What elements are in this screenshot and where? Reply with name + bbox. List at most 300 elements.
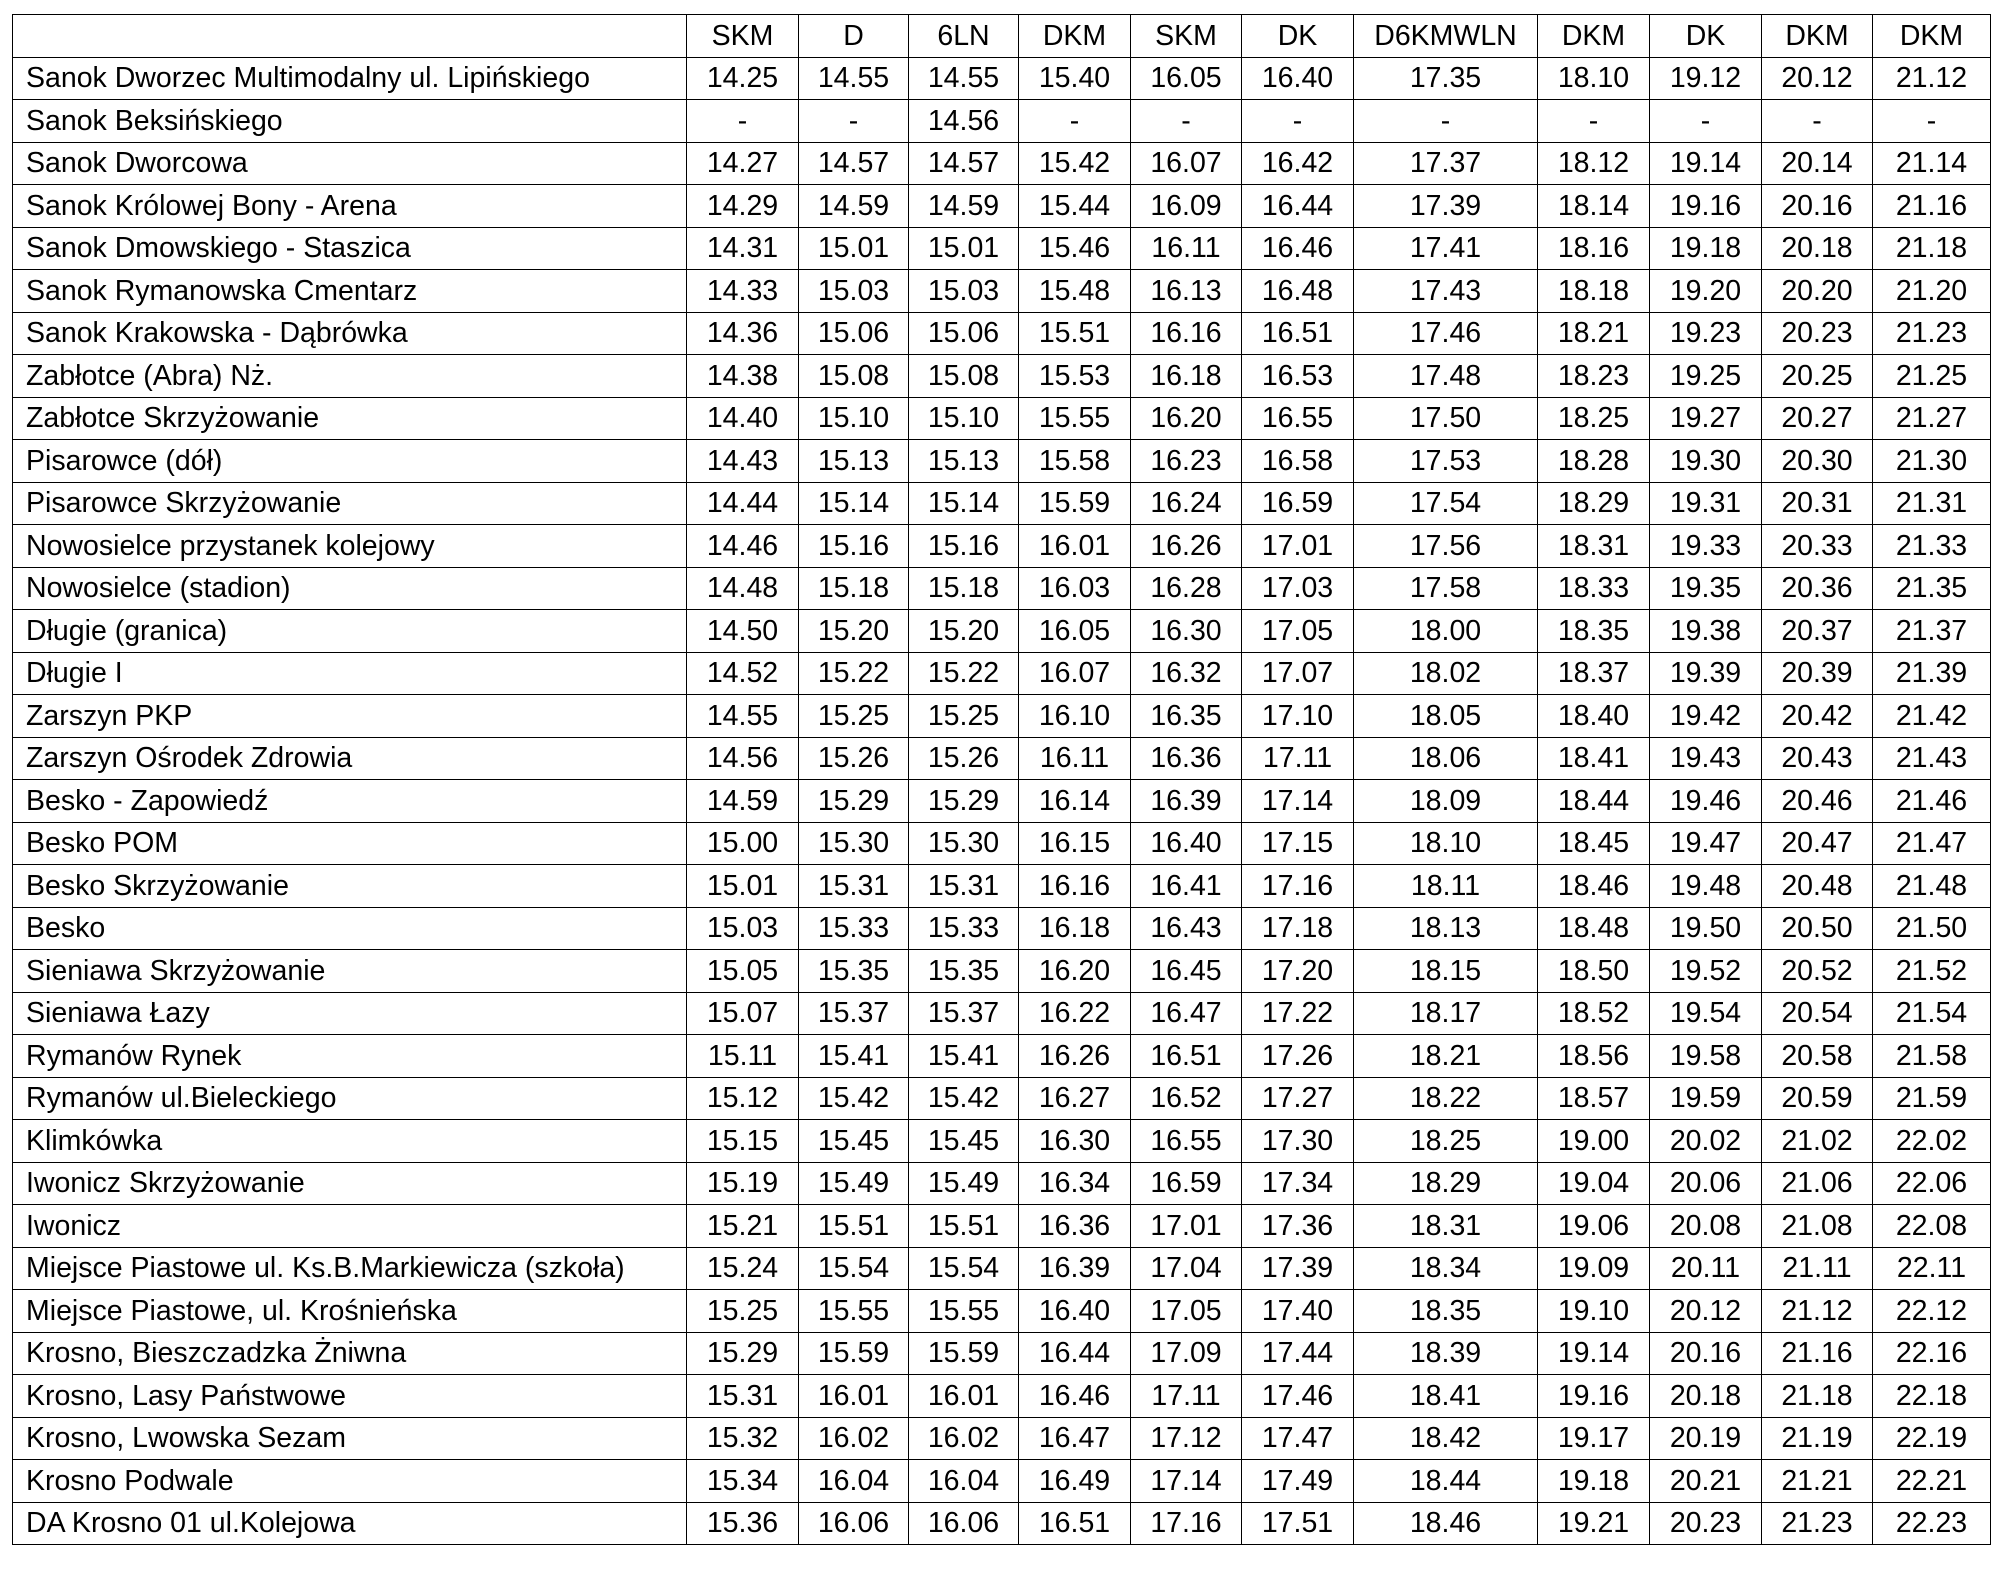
departure-time-cell: 18.37 <box>1538 652 1650 695</box>
stop-name-cell: Besko POM <box>13 822 687 865</box>
departure-time-cell: 16.28 <box>1131 567 1242 610</box>
departure-time-cell: 18.21 <box>1538 312 1650 355</box>
departure-time-cell: 20.48 <box>1762 865 1873 908</box>
departure-time-cell: 17.46 <box>1242 1375 1354 1418</box>
departure-time-cell: 19.31 <box>1650 482 1762 525</box>
departure-time-cell: 21.14 <box>1873 142 1991 185</box>
departure-time-cell: 15.20 <box>909 610 1019 653</box>
departure-time-cell: 15.29 <box>909 780 1019 823</box>
departure-time-cell: 18.09 <box>1354 780 1538 823</box>
departure-time-cell: 18.44 <box>1538 780 1650 823</box>
departure-time-cell: 15.31 <box>909 865 1019 908</box>
departure-time-cell: 20.52 <box>1762 950 1873 993</box>
departure-time-cell: 16.44 <box>1242 185 1354 228</box>
departure-time-cell: 14.56 <box>909 100 1019 143</box>
departure-time-cell: 17.10 <box>1242 695 1354 738</box>
departure-time-cell: 18.10 <box>1354 822 1538 865</box>
departure-time-cell: 20.54 <box>1762 992 1873 1035</box>
departure-time-cell: 16.52 <box>1131 1077 1242 1120</box>
departure-time-cell: 18.06 <box>1354 737 1538 780</box>
departure-time-cell: 20.18 <box>1762 227 1873 270</box>
departure-time-cell: 21.23 <box>1873 312 1991 355</box>
line-column-header: DKM <box>1538 15 1650 58</box>
departure-time-cell: 15.01 <box>909 227 1019 270</box>
departure-time-cell: 20.11 <box>1650 1247 1762 1290</box>
departure-time-cell: 15.26 <box>909 737 1019 780</box>
departure-time-cell: 16.06 <box>799 1502 909 1545</box>
departure-time-cell: 18.15 <box>1354 950 1538 993</box>
stop-name-cell: Sanok Dmowskiego - Staszica <box>13 227 687 270</box>
departure-time-cell: 16.36 <box>1131 737 1242 780</box>
departure-time-cell: 15.01 <box>799 227 909 270</box>
departure-time-cell: 16.26 <box>1019 1035 1131 1078</box>
departure-time-cell: 21.30 <box>1873 440 1991 483</box>
departure-time-cell: 15.54 <box>909 1247 1019 1290</box>
departure-time-cell: 18.46 <box>1354 1502 1538 1545</box>
departure-time-cell: 15.59 <box>799 1332 909 1375</box>
departure-time-cell: 15.33 <box>909 907 1019 950</box>
departure-time-cell: 16.53 <box>1242 355 1354 398</box>
departure-time-cell: 19.58 <box>1650 1035 1762 1078</box>
departure-time-cell: - <box>1019 100 1131 143</box>
departure-time-cell: 15.10 <box>799 397 909 440</box>
departure-time-cell: 16.15 <box>1019 822 1131 865</box>
departure-time-cell: 17.35 <box>1354 57 1538 100</box>
departure-time-cell: 16.40 <box>1242 57 1354 100</box>
departure-time-cell: 16.11 <box>1131 227 1242 270</box>
departure-time-cell: 15.55 <box>799 1290 909 1333</box>
departure-time-cell: 14.38 <box>687 355 799 398</box>
departure-time-cell: 22.06 <box>1873 1162 1991 1205</box>
departure-time-cell: 17.16 <box>1242 865 1354 908</box>
line-column-header: DK <box>1650 15 1762 58</box>
departure-time-cell: 16.16 <box>1131 312 1242 355</box>
departure-time-cell: 20.27 <box>1762 397 1873 440</box>
departure-time-cell: - <box>687 100 799 143</box>
departure-time-cell: 16.13 <box>1131 270 1242 313</box>
timetable <box>12 14 1991 1545</box>
departure-time-cell: 15.51 <box>909 1205 1019 1248</box>
departure-time-cell: 22.08 <box>1873 1205 1991 1248</box>
table-row <box>13 907 1991 950</box>
departure-time-cell: 20.16 <box>1762 185 1873 228</box>
departure-time-cell: 16.26 <box>1131 525 1242 568</box>
line-column-header: SKM <box>687 15 799 58</box>
departure-time-cell: 19.33 <box>1650 525 1762 568</box>
departure-time-cell: 16.40 <box>1019 1290 1131 1333</box>
line-column-header: D6KMWLN <box>1354 15 1538 58</box>
departure-time-cell: 21.42 <box>1873 695 1991 738</box>
departure-time-cell: 17.16 <box>1131 1502 1242 1545</box>
stop-name-cell: Rymanów ul.Bieleckiego <box>13 1077 687 1120</box>
departure-time-cell: 17.39 <box>1242 1247 1354 1290</box>
table-row <box>13 1290 1991 1333</box>
departure-time-cell: 22.19 <box>1873 1417 1991 1460</box>
departure-time-cell: 15.08 <box>909 355 1019 398</box>
departure-time-cell: 14.59 <box>909 185 1019 228</box>
departure-time-cell: 17.12 <box>1131 1417 1242 1460</box>
departure-time-cell: 15.06 <box>909 312 1019 355</box>
departure-time-cell: 17.14 <box>1242 780 1354 823</box>
departure-time-cell: 16.09 <box>1131 185 1242 228</box>
departure-time-cell: 15.33 <box>799 907 909 950</box>
departure-time-cell: 18.16 <box>1538 227 1650 270</box>
departure-time-cell: 21.16 <box>1762 1332 1873 1375</box>
departure-time-cell: 15.29 <box>687 1332 799 1375</box>
departure-time-cell: 16.14 <box>1019 780 1131 823</box>
departure-time-cell: 15.37 <box>799 992 909 1035</box>
departure-time-cell: 21.25 <box>1873 355 1991 398</box>
table-row <box>13 397 1991 440</box>
departure-time-cell: 18.29 <box>1354 1162 1538 1205</box>
table-row <box>13 1417 1991 1460</box>
departure-time-cell: 19.20 <box>1650 270 1762 313</box>
departure-time-cell: 16.20 <box>1131 397 1242 440</box>
departure-time-cell: 19.12 <box>1650 57 1762 100</box>
departure-time-cell: 19.16 <box>1538 1375 1650 1418</box>
departure-time-cell: 19.27 <box>1650 397 1762 440</box>
departure-time-cell: 16.35 <box>1131 695 1242 738</box>
table-row <box>13 100 1991 143</box>
departure-time-cell: 20.39 <box>1762 652 1873 695</box>
table-row <box>13 142 1991 185</box>
stop-name-cell: Nowosielce (stadion) <box>13 567 687 610</box>
departure-time-cell: 17.07 <box>1242 652 1354 695</box>
table-row <box>13 1077 1991 1120</box>
departure-time-cell: 18.17 <box>1354 992 1538 1035</box>
line-column-header: DK <box>1242 15 1354 58</box>
departure-time-cell: 15.12 <box>687 1077 799 1120</box>
departure-time-cell: 14.46 <box>687 525 799 568</box>
departure-time-cell: 15.31 <box>799 865 909 908</box>
departure-time-cell: 19.04 <box>1538 1162 1650 1205</box>
departure-time-cell: 18.45 <box>1538 822 1650 865</box>
departure-time-cell: 17.36 <box>1242 1205 1354 1248</box>
departure-time-cell: 18.44 <box>1354 1460 1538 1503</box>
stop-name-cell: Zarszyn Ośrodek Zdrowia <box>13 737 687 780</box>
departure-time-cell: 14.57 <box>909 142 1019 185</box>
stop-name-cell: Nowosielce przystanek kolejowy <box>13 525 687 568</box>
table-row <box>13 312 1991 355</box>
departure-time-cell: 15.22 <box>799 652 909 695</box>
departure-time-cell: 18.02 <box>1354 652 1538 695</box>
departure-time-cell: 19.39 <box>1650 652 1762 695</box>
table-row <box>13 525 1991 568</box>
departure-time-cell: 16.45 <box>1131 950 1242 993</box>
departure-time-cell: 15.42 <box>799 1077 909 1120</box>
table-row <box>13 950 1991 993</box>
departure-time-cell: 15.59 <box>1019 482 1131 525</box>
departure-time-cell: 17.37 <box>1354 142 1538 185</box>
stop-name-cell: Zabłotce (Abra) Nż. <box>13 355 687 398</box>
departure-time-cell: - <box>1242 100 1354 143</box>
departure-time-cell: 16.01 <box>799 1375 909 1418</box>
stop-name-cell: Sanok Dworzec Multimodalny ul. Lipińskiego <box>13 57 687 100</box>
departure-time-cell: 17.27 <box>1242 1077 1354 1120</box>
departure-time-cell: 18.56 <box>1538 1035 1650 1078</box>
departure-time-cell: 16.58 <box>1242 440 1354 483</box>
line-column-header: SKM <box>1131 15 1242 58</box>
departure-time-cell: 18.31 <box>1354 1205 1538 1248</box>
stop-name-cell: Sanok Krakowska - Dąbrówka <box>13 312 687 355</box>
departure-time-cell: 18.39 <box>1354 1332 1538 1375</box>
departure-time-cell: 21.16 <box>1873 185 1991 228</box>
departure-time-cell: 15.19 <box>687 1162 799 1205</box>
table-row <box>13 1247 1991 1290</box>
departure-time-cell: 14.25 <box>687 57 799 100</box>
departure-time-cell: 15.20 <box>799 610 909 653</box>
departure-time-cell: 14.27 <box>687 142 799 185</box>
departure-time-cell: 14.33 <box>687 270 799 313</box>
departure-time-cell: 18.35 <box>1354 1290 1538 1333</box>
departure-time-cell: 16.30 <box>1019 1120 1131 1163</box>
departure-time-cell: 18.57 <box>1538 1077 1650 1120</box>
departure-time-cell: 17.41 <box>1354 227 1538 270</box>
departure-time-cell: 22.02 <box>1873 1120 1991 1163</box>
departure-time-cell: - <box>1538 100 1650 143</box>
departure-time-cell: 20.37 <box>1762 610 1873 653</box>
departure-time-cell: 15.25 <box>909 695 1019 738</box>
departure-time-cell: - <box>1354 100 1538 143</box>
table-row <box>13 440 1991 483</box>
table-row <box>13 1120 1991 1163</box>
stop-name-cell: Besko Skrzyżowanie <box>13 865 687 908</box>
departure-time-cell: - <box>1873 100 1991 143</box>
departure-time-cell: 14.59 <box>687 780 799 823</box>
departure-time-cell: 14.55 <box>687 695 799 738</box>
departure-time-cell: 21.43 <box>1873 737 1991 780</box>
departure-time-cell: 20.25 <box>1762 355 1873 398</box>
table-row <box>13 567 1991 610</box>
departure-time-cell: 19.14 <box>1538 1332 1650 1375</box>
departure-time-cell: 21.19 <box>1762 1417 1873 1460</box>
departure-time-cell: 18.00 <box>1354 610 1538 653</box>
departure-time-cell: 15.40 <box>1019 57 1131 100</box>
departure-time-cell: 16.55 <box>1131 1120 1242 1163</box>
departure-time-cell: 17.11 <box>1242 737 1354 780</box>
table-row <box>13 865 1991 908</box>
departure-time-cell: 15.30 <box>909 822 1019 865</box>
departure-time-cell: 19.14 <box>1650 142 1762 185</box>
table-row <box>13 1332 1991 1375</box>
departure-time-cell: 18.34 <box>1354 1247 1538 1290</box>
departure-time-cell: 16.55 <box>1242 397 1354 440</box>
departure-time-cell: 16.27 <box>1019 1077 1131 1120</box>
table-row <box>13 610 1991 653</box>
departure-time-cell: 16.51 <box>1019 1502 1131 1545</box>
departure-time-cell: 14.55 <box>799 57 909 100</box>
table-row <box>13 780 1991 823</box>
departure-time-cell: 15.37 <box>909 992 1019 1035</box>
departure-time-cell: 19.50 <box>1650 907 1762 950</box>
departure-time-cell: 18.14 <box>1538 185 1650 228</box>
departure-time-cell: 15.42 <box>909 1077 1019 1120</box>
departure-time-cell: 16.34 <box>1019 1162 1131 1205</box>
stop-name-cell: Pisarowce Skrzyżowanie <box>13 482 687 525</box>
departure-time-cell: 21.23 <box>1762 1502 1873 1545</box>
departure-time-cell: 15.35 <box>909 950 1019 993</box>
stop-name-cell: Krosno, Bieszczadzka Żniwna <box>13 1332 687 1375</box>
line-column-header: 6LN <box>909 15 1019 58</box>
departure-time-cell: 20.58 <box>1762 1035 1873 1078</box>
departure-time-cell: 21.54 <box>1873 992 1991 1035</box>
departure-time-cell: 16.24 <box>1131 482 1242 525</box>
departure-time-cell: 20.18 <box>1650 1375 1762 1418</box>
departure-time-cell: 18.41 <box>1538 737 1650 780</box>
departure-time-cell: 19.42 <box>1650 695 1762 738</box>
line-column-header: DKM <box>1762 15 1873 58</box>
departure-time-cell: 15.03 <box>799 270 909 313</box>
departure-time-cell: 21.50 <box>1873 907 1991 950</box>
departure-time-cell: 20.08 <box>1650 1205 1762 1248</box>
table-row <box>13 227 1991 270</box>
departure-time-cell: 16.04 <box>909 1460 1019 1503</box>
departure-time-cell: 14.31 <box>687 227 799 270</box>
stop-name-cell: DA Krosno 01 ul.Kolejowa <box>13 1502 687 1545</box>
departure-time-cell: 15.16 <box>909 525 1019 568</box>
departure-time-cell: 20.12 <box>1762 57 1873 100</box>
departure-time-cell: 14.55 <box>909 57 1019 100</box>
departure-time-cell: 14.56 <box>687 737 799 780</box>
departure-time-cell: 16.43 <box>1131 907 1242 950</box>
departure-time-cell: 21.52 <box>1873 950 1991 993</box>
stop-name-cell: Zabłotce Skrzyżowanie <box>13 397 687 440</box>
departure-time-cell: 19.35 <box>1650 567 1762 610</box>
stop-name-cell: Klimkówka <box>13 1120 687 1163</box>
departure-time-cell: 21.35 <box>1873 567 1991 610</box>
departure-time-cell: 15.35 <box>799 950 909 993</box>
departure-time-cell: 17.05 <box>1131 1290 1242 1333</box>
departure-time-cell: 16.44 <box>1019 1332 1131 1375</box>
departure-time-cell: 14.48 <box>687 567 799 610</box>
departure-time-cell: 19.17 <box>1538 1417 1650 1460</box>
departure-time-cell: 18.12 <box>1538 142 1650 185</box>
departure-time-cell: 20.33 <box>1762 525 1873 568</box>
departure-time-cell: 22.12 <box>1873 1290 1991 1333</box>
departure-time-cell: 14.44 <box>687 482 799 525</box>
departure-time-cell: 18.13 <box>1354 907 1538 950</box>
stop-name-cell: Krosno, Lasy Państwowe <box>13 1375 687 1418</box>
departure-time-cell: 17.05 <box>1242 610 1354 653</box>
departure-time-cell: 21.20 <box>1873 270 1991 313</box>
departure-time-cell: 15.16 <box>799 525 909 568</box>
departure-time-cell: 15.51 <box>1019 312 1131 355</box>
departure-time-cell: 22.16 <box>1873 1332 1991 1375</box>
departure-time-cell: 18.52 <box>1538 992 1650 1035</box>
departure-time-cell: 17.09 <box>1131 1332 1242 1375</box>
departure-time-cell: 16.23 <box>1131 440 1242 483</box>
departure-time-cell: 21.31 <box>1873 482 1991 525</box>
departure-time-cell: 18.31 <box>1538 525 1650 568</box>
departure-time-cell: 19.46 <box>1650 780 1762 823</box>
departure-time-cell: 19.06 <box>1538 1205 1650 1248</box>
stop-name-cell: Zarszyn PKP <box>13 695 687 738</box>
departure-time-cell: 21.02 <box>1762 1120 1873 1163</box>
departure-time-cell: 15.58 <box>1019 440 1131 483</box>
departure-time-cell: 17.03 <box>1242 567 1354 610</box>
stop-name-cell: Rymanów Rynek <box>13 1035 687 1078</box>
table-row <box>13 185 1991 228</box>
departure-time-cell: 20.20 <box>1762 270 1873 313</box>
departure-time-cell: 19.38 <box>1650 610 1762 653</box>
departure-time-cell: 18.18 <box>1538 270 1650 313</box>
departure-time-cell: 15.22 <box>909 652 1019 695</box>
departure-time-cell: 16.32 <box>1131 652 1242 695</box>
stop-name-cell: Krosno Podwale <box>13 1460 687 1503</box>
departure-time-cell: 18.41 <box>1354 1375 1538 1418</box>
departure-time-cell: 20.42 <box>1762 695 1873 738</box>
departure-time-cell: 15.31 <box>687 1375 799 1418</box>
departure-time-cell: 17.20 <box>1242 950 1354 993</box>
departure-time-cell: 15.18 <box>799 567 909 610</box>
departure-time-cell: 15.29 <box>799 780 909 823</box>
line-column-header: DKM <box>1019 15 1131 58</box>
table-row <box>13 695 1991 738</box>
departure-time-cell: 19.59 <box>1650 1077 1762 1120</box>
departure-time-cell: 15.42 <box>1019 142 1131 185</box>
departure-time-cell: - <box>1762 100 1873 143</box>
departure-time-cell: 15.25 <box>687 1290 799 1333</box>
departure-time-cell: 16.59 <box>1242 482 1354 525</box>
departure-time-cell: 15.32 <box>687 1417 799 1460</box>
departure-time-cell: 15.30 <box>799 822 909 865</box>
departure-time-cell: 15.55 <box>1019 397 1131 440</box>
departure-time-cell: 17.01 <box>1131 1205 1242 1248</box>
departure-time-cell: 19.18 <box>1538 1460 1650 1503</box>
departure-time-cell: 15.45 <box>909 1120 1019 1163</box>
departure-time-cell: 15.01 <box>687 865 799 908</box>
departure-time-cell: 16.06 <box>909 1502 1019 1545</box>
departure-time-cell: 20.36 <box>1762 567 1873 610</box>
departure-time-cell: 20.43 <box>1762 737 1873 780</box>
departure-time-cell: 15.24 <box>687 1247 799 1290</box>
departure-time-cell: 15.51 <box>799 1205 909 1248</box>
departure-time-cell: 16.02 <box>909 1417 1019 1460</box>
departure-time-cell: 19.25 <box>1650 355 1762 398</box>
departure-time-cell: 17.14 <box>1131 1460 1242 1503</box>
departure-time-cell: 20.23 <box>1762 312 1873 355</box>
departure-time-cell: 18.25 <box>1354 1120 1538 1163</box>
departure-time-cell: 18.29 <box>1538 482 1650 525</box>
departure-time-cell: 16.46 <box>1019 1375 1131 1418</box>
departure-time-cell: 18.21 <box>1354 1035 1538 1078</box>
departure-time-cell: 19.10 <box>1538 1290 1650 1333</box>
departure-time-cell: 17.18 <box>1242 907 1354 950</box>
departure-time-cell: 15.41 <box>909 1035 1019 1078</box>
line-column-header: D <box>799 15 909 58</box>
departure-time-cell: 17.47 <box>1242 1417 1354 1460</box>
departure-time-cell: 21.48 <box>1873 865 1991 908</box>
departure-time-cell: 20.23 <box>1650 1502 1762 1545</box>
departure-time-cell: 18.42 <box>1354 1417 1538 1460</box>
departure-time-cell: 19.18 <box>1650 227 1762 270</box>
departure-time-cell: 17.50 <box>1354 397 1538 440</box>
departure-time-cell: 21.37 <box>1873 610 1991 653</box>
departure-time-cell: 16.40 <box>1131 822 1242 865</box>
departure-time-cell: 15.21 <box>687 1205 799 1248</box>
departure-time-cell: 14.40 <box>687 397 799 440</box>
departure-time-cell: 21.46 <box>1873 780 1991 823</box>
departure-time-cell: 16.05 <box>1131 57 1242 100</box>
departure-time-cell: 17.58 <box>1354 567 1538 610</box>
departure-time-cell: 15.11 <box>687 1035 799 1078</box>
departure-time-cell: 15.10 <box>909 397 1019 440</box>
departure-time-cell: 20.59 <box>1762 1077 1873 1120</box>
table-row <box>13 270 1991 313</box>
departure-time-cell: 17.01 <box>1242 525 1354 568</box>
departure-time-cell: 15.48 <box>1019 270 1131 313</box>
table-row <box>13 822 1991 865</box>
